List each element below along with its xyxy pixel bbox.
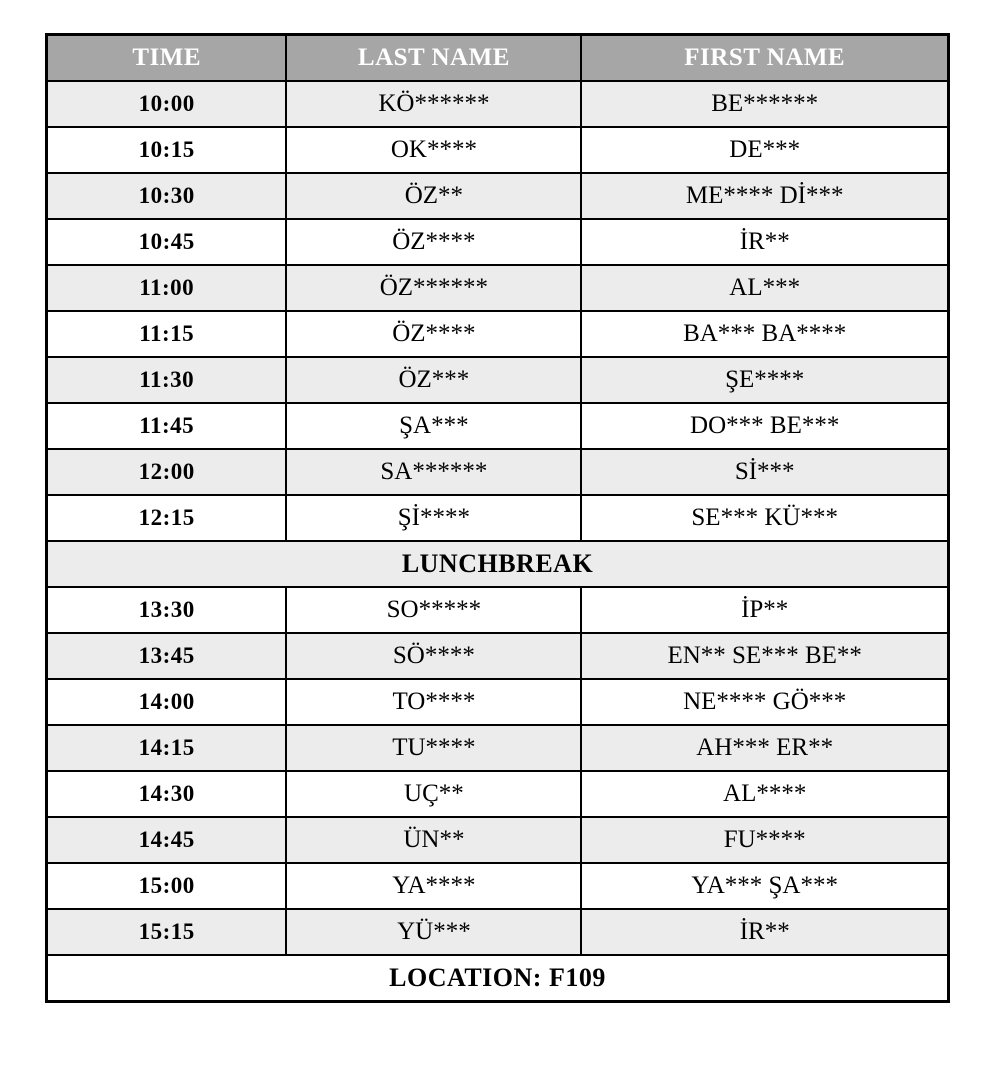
header-time: TIME [47,35,287,82]
table-row [47,771,949,817]
time-cell: 11:00 [47,265,287,311]
header-first-name: FIRST NAME [581,35,948,82]
time-cell: 12:15 [47,495,287,541]
time-cell: 14:30 [47,771,287,817]
header-last-name: LAST NAME [286,35,581,82]
schedule-table [45,33,950,1003]
table-row [47,219,949,265]
time-cell: 10:45 [47,219,287,265]
location-row [47,955,949,1002]
first-name-cell: İR** [581,909,948,955]
first-name-cell: BA*** BA**** [581,311,948,357]
first-name-cell: AL*** [581,265,948,311]
first-name-cell: AL**** [581,771,948,817]
first-name-cell: AH*** ER** [581,725,948,771]
table-row [47,817,949,863]
time-cell: 11:45 [47,403,287,449]
table-row [47,357,949,403]
first-name-cell: FU**** [581,817,948,863]
last-name-cell: ÖZ** [286,173,581,219]
last-name-cell: ÖZ****** [286,265,581,311]
location-label: LOCATION: F109 [47,955,949,1002]
first-name-cell: ŞE**** [581,357,948,403]
first-name-cell: SE*** KÜ*** [581,495,948,541]
time-cell: 14:15 [47,725,287,771]
table-row [47,173,949,219]
last-name-cell: ÖZ**** [286,219,581,265]
time-cell: 13:45 [47,633,287,679]
last-name-cell: UÇ** [286,771,581,817]
time-cell: 12:00 [47,449,287,495]
table-row [47,587,949,633]
first-name-cell: DO*** BE*** [581,403,948,449]
table-row [47,495,949,541]
table-row [47,863,949,909]
first-name-cell: İP** [581,587,948,633]
time-cell: 14:00 [47,679,287,725]
last-name-cell: YA**** [286,863,581,909]
first-name-cell: YA*** ŞA*** [581,863,948,909]
first-name-cell: NE**** GÖ*** [581,679,948,725]
last-name-cell: ÜN** [286,817,581,863]
lunchbreak-label: LUNCHBREAK [47,541,949,587]
lunchbreak-row [47,541,949,587]
first-name-cell: DE*** [581,127,948,173]
time-cell: 10:15 [47,127,287,173]
last-name-cell: SA****** [286,449,581,495]
time-cell: 14:45 [47,817,287,863]
last-name-cell: KÖ****** [286,81,581,127]
time-cell: 15:00 [47,863,287,909]
table-row [47,909,949,955]
last-name-cell: ŞA*** [286,403,581,449]
last-name-cell: ÖZ**** [286,311,581,357]
last-name-cell: TU**** [286,725,581,771]
time-cell: 11:30 [47,357,287,403]
table-row [47,403,949,449]
table-row [47,127,949,173]
table-row [47,633,949,679]
last-name-cell: TO**** [286,679,581,725]
first-name-cell: BE****** [581,81,948,127]
last-name-cell: OK**** [286,127,581,173]
first-name-cell: EN** SE*** BE** [581,633,948,679]
first-name-cell: İR** [581,219,948,265]
time-cell: 10:30 [47,173,287,219]
time-cell: 10:00 [47,81,287,127]
first-name-cell: Sİ*** [581,449,948,495]
time-cell: 11:15 [47,311,287,357]
time-cell: 13:30 [47,587,287,633]
last-name-cell: ÖZ*** [286,357,581,403]
last-name-cell: YÜ*** [286,909,581,955]
last-name-cell: SO***** [286,587,581,633]
table-row [47,449,949,495]
time-cell: 15:15 [47,909,287,955]
table-row [47,81,949,127]
header-row [47,35,949,82]
last-name-cell: SÖ**** [286,633,581,679]
table-row [47,265,949,311]
first-name-cell: ME**** Dİ*** [581,173,948,219]
table-row [47,679,949,725]
table-row [47,725,949,771]
last-name-cell: Şİ**** [286,495,581,541]
table-row [47,311,949,357]
